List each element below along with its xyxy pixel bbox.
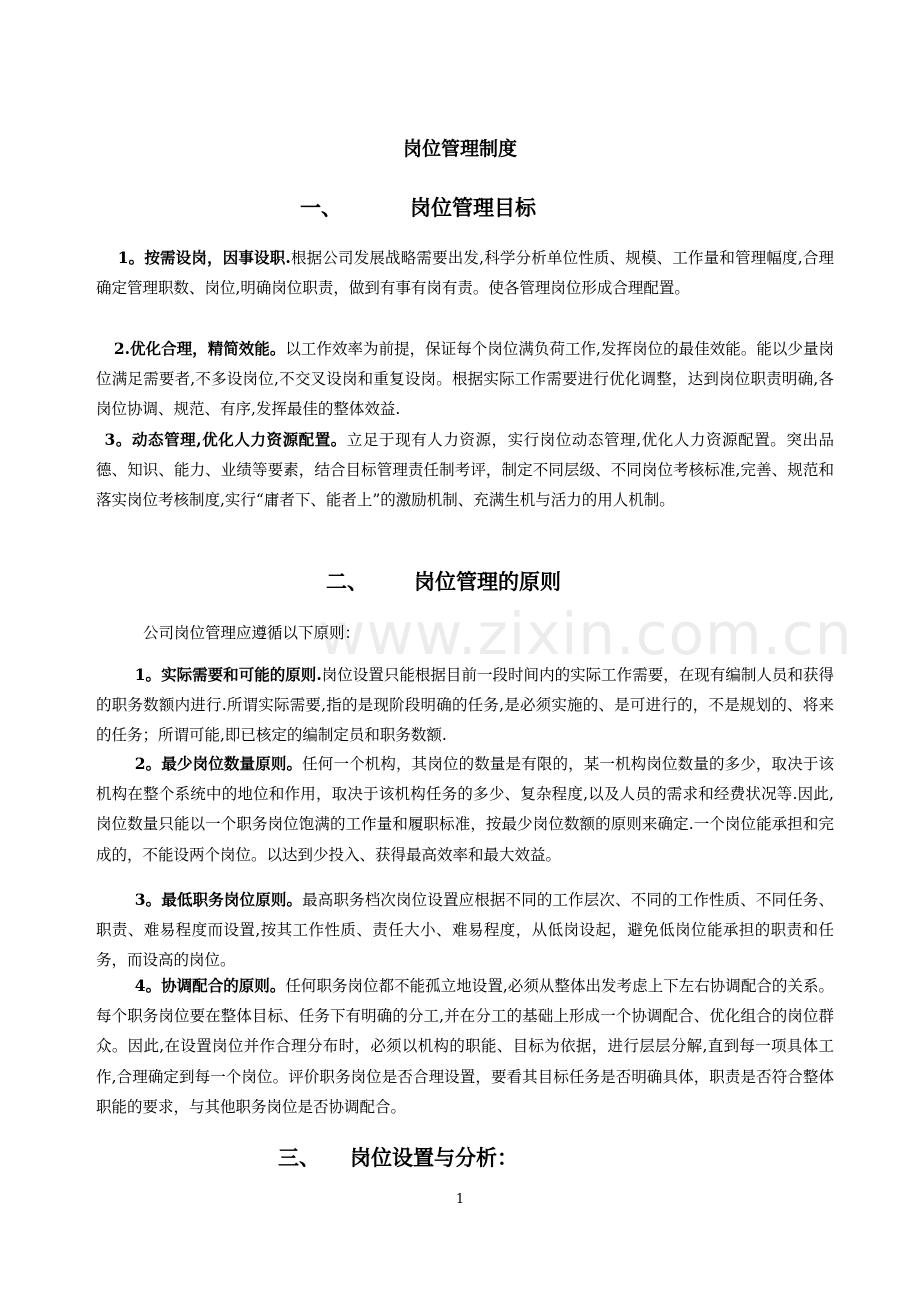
section-3-heading xyxy=(278,1142,518,1174)
section-3-title: 岗位设置与分析： xyxy=(350,1145,518,1170)
section-1-heading xyxy=(300,192,536,224)
paragraph-lead: 4。协调配合的原则。 xyxy=(134,976,286,995)
section-2-intro: 公司岗位管理应遵循以下原则： xyxy=(143,624,361,642)
section-1-paragraph-2 xyxy=(96,334,834,425)
paragraph-lead: 1。按需设岗，因事设职. xyxy=(117,248,291,267)
paragraph-text: 以工作效率为前提，保证每个岗位满负荷工作,发挥岗位的最佳效能。能以少量岗位满足需要者,不多设岗位,不交叉设岗和重复设岗。根据实际工作需要进行优化调整，达到岗位职责明确,各岗位协调、规范、有序,发挥最佳的整体效益. xyxy=(96,340,834,419)
section-1-paragraph-3 xyxy=(96,425,834,516)
section-2-heading xyxy=(326,566,561,598)
watermark: www.zixin.com.cn xyxy=(318,600,853,668)
section-2-title: 岗位管理的原则 xyxy=(414,569,561,594)
paragraph-lead: 3。最低职务岗位原则。 xyxy=(134,890,303,909)
page-number: 1 xyxy=(455,1192,465,1207)
section-1-number: 一、 xyxy=(300,195,342,220)
paragraph-text: 最高职务档次岗位设置应根据不同的工作层次、不同的工作性质、不同任务、职责、难易程度而设置,按其工作性质、责任大小、难易程度，从低岗设起，避免低岗位能承担的职责和任务，而设高的岗位。 xyxy=(96,891,834,970)
document-title: 岗位管理制度 xyxy=(402,138,517,160)
paragraph-lead: 2。最少岗位数量原则。 xyxy=(134,754,303,773)
section-2-paragraph-3 xyxy=(96,885,834,976)
section-2-paragraph-1 xyxy=(96,660,834,751)
paragraph-lead: 3。动态管理,优化人力资源配置。 xyxy=(104,430,347,449)
section-3-number: 三、 xyxy=(278,1145,320,1170)
paragraph-lead: 2.优化合理，精简效能。 xyxy=(113,339,286,358)
section-2-number: 二、 xyxy=(326,569,368,594)
paragraph-text: 立足于现有人力资源，实行岗位动态管理,优化人力资源配置。突出品德、知识、能力、业绩等要素，结合目标管理责任制考评，制定不同层级、不同岗位考核标准,完善、规范和落实岗位考核制度,实行“庸者下、能者上”的激励机制、充满生机与活力的用人机制。 xyxy=(96,431,834,510)
section-1-title: 岗位管理目标 xyxy=(410,195,536,220)
paragraph-text: 岗位设置只能根据目前一段时间内的实际工作需要，在现有编制人员和获得的职务数额内进行.所谓实际需要,指的是现阶段明确的任务,是必须实施的、是可进行的，不是规划的、将来的任务；所谓可能,即已核定的编制定员和职务数额. xyxy=(96,666,834,745)
section-2-paragraph-2 xyxy=(96,749,834,870)
section-1-paragraph-1 xyxy=(96,243,834,303)
paragraph-lead: 1。实际需要和可能的原则. xyxy=(134,665,322,684)
paragraph-text: 任何职务岗位都不能孤立地设置,必须从整体出发考虑上下左右协调配合的关系。每个职务岗位要在整体目标、任务下有明确的分工,并在分工的基础上形成一个协调配合、优化组合的岗位群众。因此,在设置岗位并作合理分布时，必须以机构的职能、目标为依据，进行层层分解,直到每一项具体工作,合理确定到每一个岗位。评价职务岗位是否合理设置，要看其目标任务是否明确具体，职责是否符合整体职能的要求，与其他职务岗位是否协调配合。 xyxy=(96,977,834,1116)
paragraph-text: 根据公司发展战略需要出发,科学分析单位性质、规模、工作量和管理幅度,合理确定管理职数、岗位,明确岗位职责，做到有事有岗有责。使各管理岗位形成合理配置。 xyxy=(96,249,835,298)
section-2-paragraph-4 xyxy=(96,971,834,1122)
paragraph-text: 任何一个机构，其岗位的数量是有限的，某一机构岗位数量的多少，取决于该机构在整个系统中的地位和作用，取决于该机构任务的多少、复杂程度,以及人员的需求和经费状况等.因此,岗位数量只能以一个职务岗位饱满的工作量和履职标准，按最少岗位数额的原则来确定.一个岗位能承担和完成的，不能设两个岗位。以达到少投入、获得最高效率和最大效益。 xyxy=(96,755,834,864)
